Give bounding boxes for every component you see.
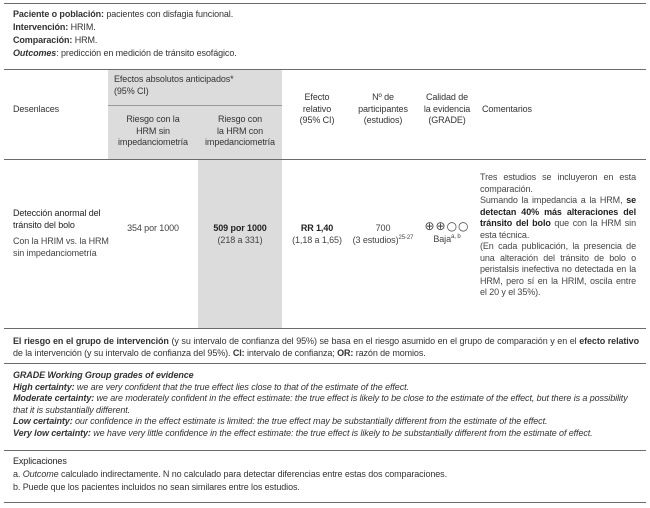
- header-efecto-relativo: Efecto relativo (95% CI): [299, 92, 335, 126]
- explanation-b: b. Puede que los pacientes incluidos no sean similares entre los estudios.: [13, 482, 300, 492]
- explanation-a: a. Outcome calculado indirectamente. N no calculado para detectar diferencias entre estas dos comparaciones.: [13, 469, 447, 479]
- grade-definitions: GRADE Working Group grades of evidence High certainty: we are very confident that the true effect lies close to that of the estimate of the effect. Moderate certainty: we are moderately confident in the effect estimate: the true effect is likely to be close to the estimate of the effect, but there is a possibility that it is substantially different. Low certainty: our confidence in the effect estimate is limited: the true effect may be substantially different from the estimate of the effect. Very low certainty: we have very little confidence in the effect estimate: the true effect is likely to be substantially different from the estimate of effect.: [13, 370, 639, 439]
- quality-value: ⊕⊕○○ Baja$^{a, b}$: [416, 219, 478, 246]
- pico-block: [13, 9, 633, 61]
- table-bottom-rule: [4, 328, 646, 329]
- population-line: Paciente o población: pacientes con disfagia funcional.: [13, 9, 234, 19]
- grade-high: High certainty: we are very confident that the true effect lies close to that of the estimate of the effect.: [13, 381, 409, 392]
- header-riesgo-hrm: Riesgo con la HRM sin impedanciometría: [118, 114, 188, 148]
- header-bottom-rule: [4, 159, 646, 160]
- top-rule: [4, 3, 646, 4]
- outcome-label: Detección anormal del tránsito del bolo Con la HRIM vs. la HRM sin impedanciometría: [13, 208, 109, 258]
- risk-note: El riesgo en el grupo de intervención (y su intervalo de confianza del 95%) se basa en el riesgo asumido en el grupo de comparación y en el efecto relativo de la intervención (y su intervalo de confianza del 95%). CI: intervalo de confianza; OR: razón de momios.: [13, 336, 639, 358]
- header-riesgo-hrim: Riesgo con la HRM con impedanciometría: [205, 114, 275, 148]
- grade-bottom-rule: [4, 450, 646, 451]
- grade-very-low: Very low certainty: we have very little confidence in the effect estimate: the true effect is likely to be substantially different from the estimate of effect.: [13, 427, 593, 438]
- table-top-rule: [4, 69, 646, 70]
- comparison-line: Comparación: HRM.: [13, 35, 98, 45]
- quality-certainty-icon: ⊕⊕○○: [424, 219, 470, 233]
- comment-2: Sumando la impedancia a la HRM, se detectan 40% más alteraciones del tránsito del bolo que con la HRM sin esta técnica.: [480, 195, 636, 240]
- header-desenlaces: Desenlaces: [13, 104, 60, 114]
- participants-value: 700 (3 estudios)$^{25-27}$: [352, 223, 414, 245]
- outcomes-line: Outcomes: predicción en medición de tránsito esofágico.: [13, 48, 237, 58]
- explanations: Explicaciones a. Outcome calculado indirectamente. N no calculado para detectar diferencias entre estas dos comparaciones. b. Puede que los pacientes incluidos no sean similares entre los estudios.: [13, 456, 639, 495]
- grade-moderate: Moderate certainty: we are moderately confident in the effect estimate: the true effect is likely to be close to the estimate of the effect, but there is a possibility that it is substantially different.: [13, 393, 628, 415]
- header-calidad: Calidad de la evidencia (GRADE): [423, 92, 471, 126]
- header-comentarios: Comentarios: [482, 104, 532, 114]
- header-efectos-title: Efectos absolutos anticipados* (95% CI): [114, 74, 234, 96]
- header-participantes: Nº de participantes (estudios): [358, 92, 408, 126]
- intervention-line: Intervención: HRIM.: [13, 22, 96, 32]
- grade-low: Low certainty: our confidence in the effect estimate is limited: the true effect may be substantially different from the estimate of the effect.: [13, 416, 548, 427]
- rr-value: RR 1,40 (1,18 a 1,65): [292, 223, 342, 245]
- efectos-divider: [108, 105, 282, 106]
- riesgo-hrm-value: 354 por 1000: [127, 223, 179, 233]
- page-bottom-rule: [4, 502, 646, 503]
- riesgo-hrim-value: 509 por 1000 (218 a 331): [213, 223, 267, 245]
- note-bottom-rule: [4, 363, 646, 364]
- comments-cell: Tres estudios se incluyeron en esta comparación. Sumando la impedancia a la HRM, se detectan 40% más alteraciones del tránsito del bolo que con la HRM sin esta técnica. (En cada publicación, la presencia de una alteración del tránsito de bolo o peristalsis inefectiva no detectada en la HRM, pero sí en la HRIM, oscila entre el 20 y el 35%).: [480, 172, 636, 298]
